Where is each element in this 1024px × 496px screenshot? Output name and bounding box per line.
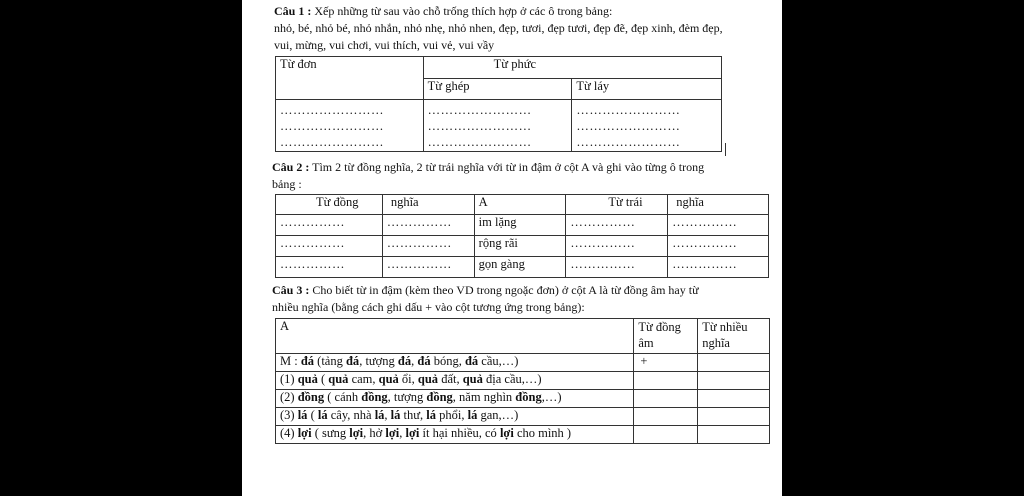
blank-line: …………………… [427,135,532,149]
q2-blank: …………… [566,257,668,278]
q2-blank: …………… [566,236,668,257]
q1-words-line1: nhỏ, bé, nhỏ bé, nhỏ nhắn, nhỏ nhẹ, nhỏ nhen, đẹp, tươi, đẹp tươi, đẹp đẽ, đẹp xinh, đèm đẹp, [274,21,723,35]
q3-row-3: (3) lá ( lá cây, nhà lá, lá thư, lá phổi, lá gan,…) [276,408,634,426]
q3-example-mark: + [634,354,698,372]
text-cursor [725,143,726,156]
q2-blank: …………… [382,215,474,236]
q3-cell-empty [698,426,770,444]
q2-word: im lặng [474,215,566,236]
q2-header-tu-trai: Từ trái [566,195,668,215]
q3-header-dong-am-line1: Từ đồng [638,320,681,334]
q1-blank-lay [572,100,722,152]
q3-cell-empty [634,390,698,408]
q3-row-2: (2) đồng ( cánh đồng, tượng đồng, năm nghìn đồng,…) [276,390,634,408]
q1-header-tu-ghep: Từ ghép [423,79,572,100]
q3-cell-empty [634,426,698,444]
q3-header-dong-am-line2: âm [638,336,654,350]
document-page [242,0,782,496]
q1-words-line2: vui, mừng, vui chơi, vui thích, vui vẻ, vui vầy [274,38,495,52]
blank-line: …………………… [280,135,384,149]
q3-header-nhieu-line2: nghĩa [702,336,730,350]
q2-header-nghia: nghĩa [668,195,769,215]
q1-blank-ghep [423,100,572,152]
q3-cell-empty [634,372,698,390]
q2-blank: …………… [382,236,474,257]
q2-blank: …………… [382,257,474,278]
q1-table [275,56,722,152]
q2-header-nghia: nghĩa [382,195,474,215]
q3-prompt-text: Cho biết từ in đậm (kèm theo VD trong ngoặc đơn) ở cột A là từ đồng âm hay từ [312,283,699,297]
q3-header-nhieu-line1: Từ nhiều [702,320,748,334]
q3-label: Câu 3 : [272,283,310,297]
q2-word: gọn gàng [474,257,566,278]
q2-prompt [272,160,704,174]
q1-header-tu-lay: Từ láy [572,79,722,100]
q3-prompt [272,283,699,297]
q3-cell-empty [698,372,770,390]
blank-line: …………………… [576,135,681,149]
q3-row-1: (1) quả ( quả cam, quả ổi, quả đất, quả địa cầu,…) [276,372,634,390]
q2-blank: …………… [276,215,383,236]
blank-line: …………………… [427,103,532,117]
q2-blank: …………… [276,257,383,278]
q2-blank: …………… [668,215,769,236]
q2-header-tu-dong: Từ đồng [276,195,383,215]
q2-label: Câu 2 : [272,160,310,174]
q3-table [275,318,770,444]
blank-line: …………………… [576,119,681,133]
q3-cell-empty [698,390,770,408]
q3-header-dong-am [634,319,698,354]
q2-blank: …………… [566,215,668,236]
blank-line: …………………… [280,119,384,133]
q3-row-example: M : đá (tảng đá, tượng đá, đá bóng, đá cầu,…) [276,354,634,372]
q2-blank: …………… [668,257,769,278]
q1-label: Câu 1 : [274,4,312,18]
q2-word: rộng rãi [474,236,566,257]
q1-prompt-text: Xếp những từ sau vào chỗ trống thích hợp ở các ô trong bảng: [314,4,613,18]
q1-blank-don [276,100,424,152]
q2-header-a: A [474,195,566,215]
q1-prompt [274,4,612,18]
q3-header-nhieu-nghia [698,319,770,354]
q3-cell-empty [634,408,698,426]
q1-header-tu-don: Từ đơn [276,57,424,100]
q2-blank: …………… [276,236,383,257]
q3-header-a: A [276,319,634,354]
q3-cell-empty [698,408,770,426]
q2-prompt-line2: bảng : [272,177,302,191]
q3-cell-empty [698,354,770,372]
blank-line: …………………… [427,119,532,133]
q1-header-tu-phuc: Từ phức [423,57,721,79]
q3-row-4: (4) lợi ( sưng lợi, hở lợi, lợi ít hại nhiều, có lợi cho mình ) [276,426,634,444]
q2-table [275,194,769,278]
blank-line: …………………… [576,103,681,117]
q3-prompt-line2: nhiều nghĩa (bằng cách ghi dấu + vào cột tương ứng trong bảng): [272,300,585,314]
q2-prompt-text: Tìm 2 từ đồng nghĩa, 2 từ trái nghĩa với từ in đậm ở cột A và ghi vào từng ô trong [312,160,705,174]
q2-blank: …………… [668,236,769,257]
blank-line: …………………… [280,103,384,117]
